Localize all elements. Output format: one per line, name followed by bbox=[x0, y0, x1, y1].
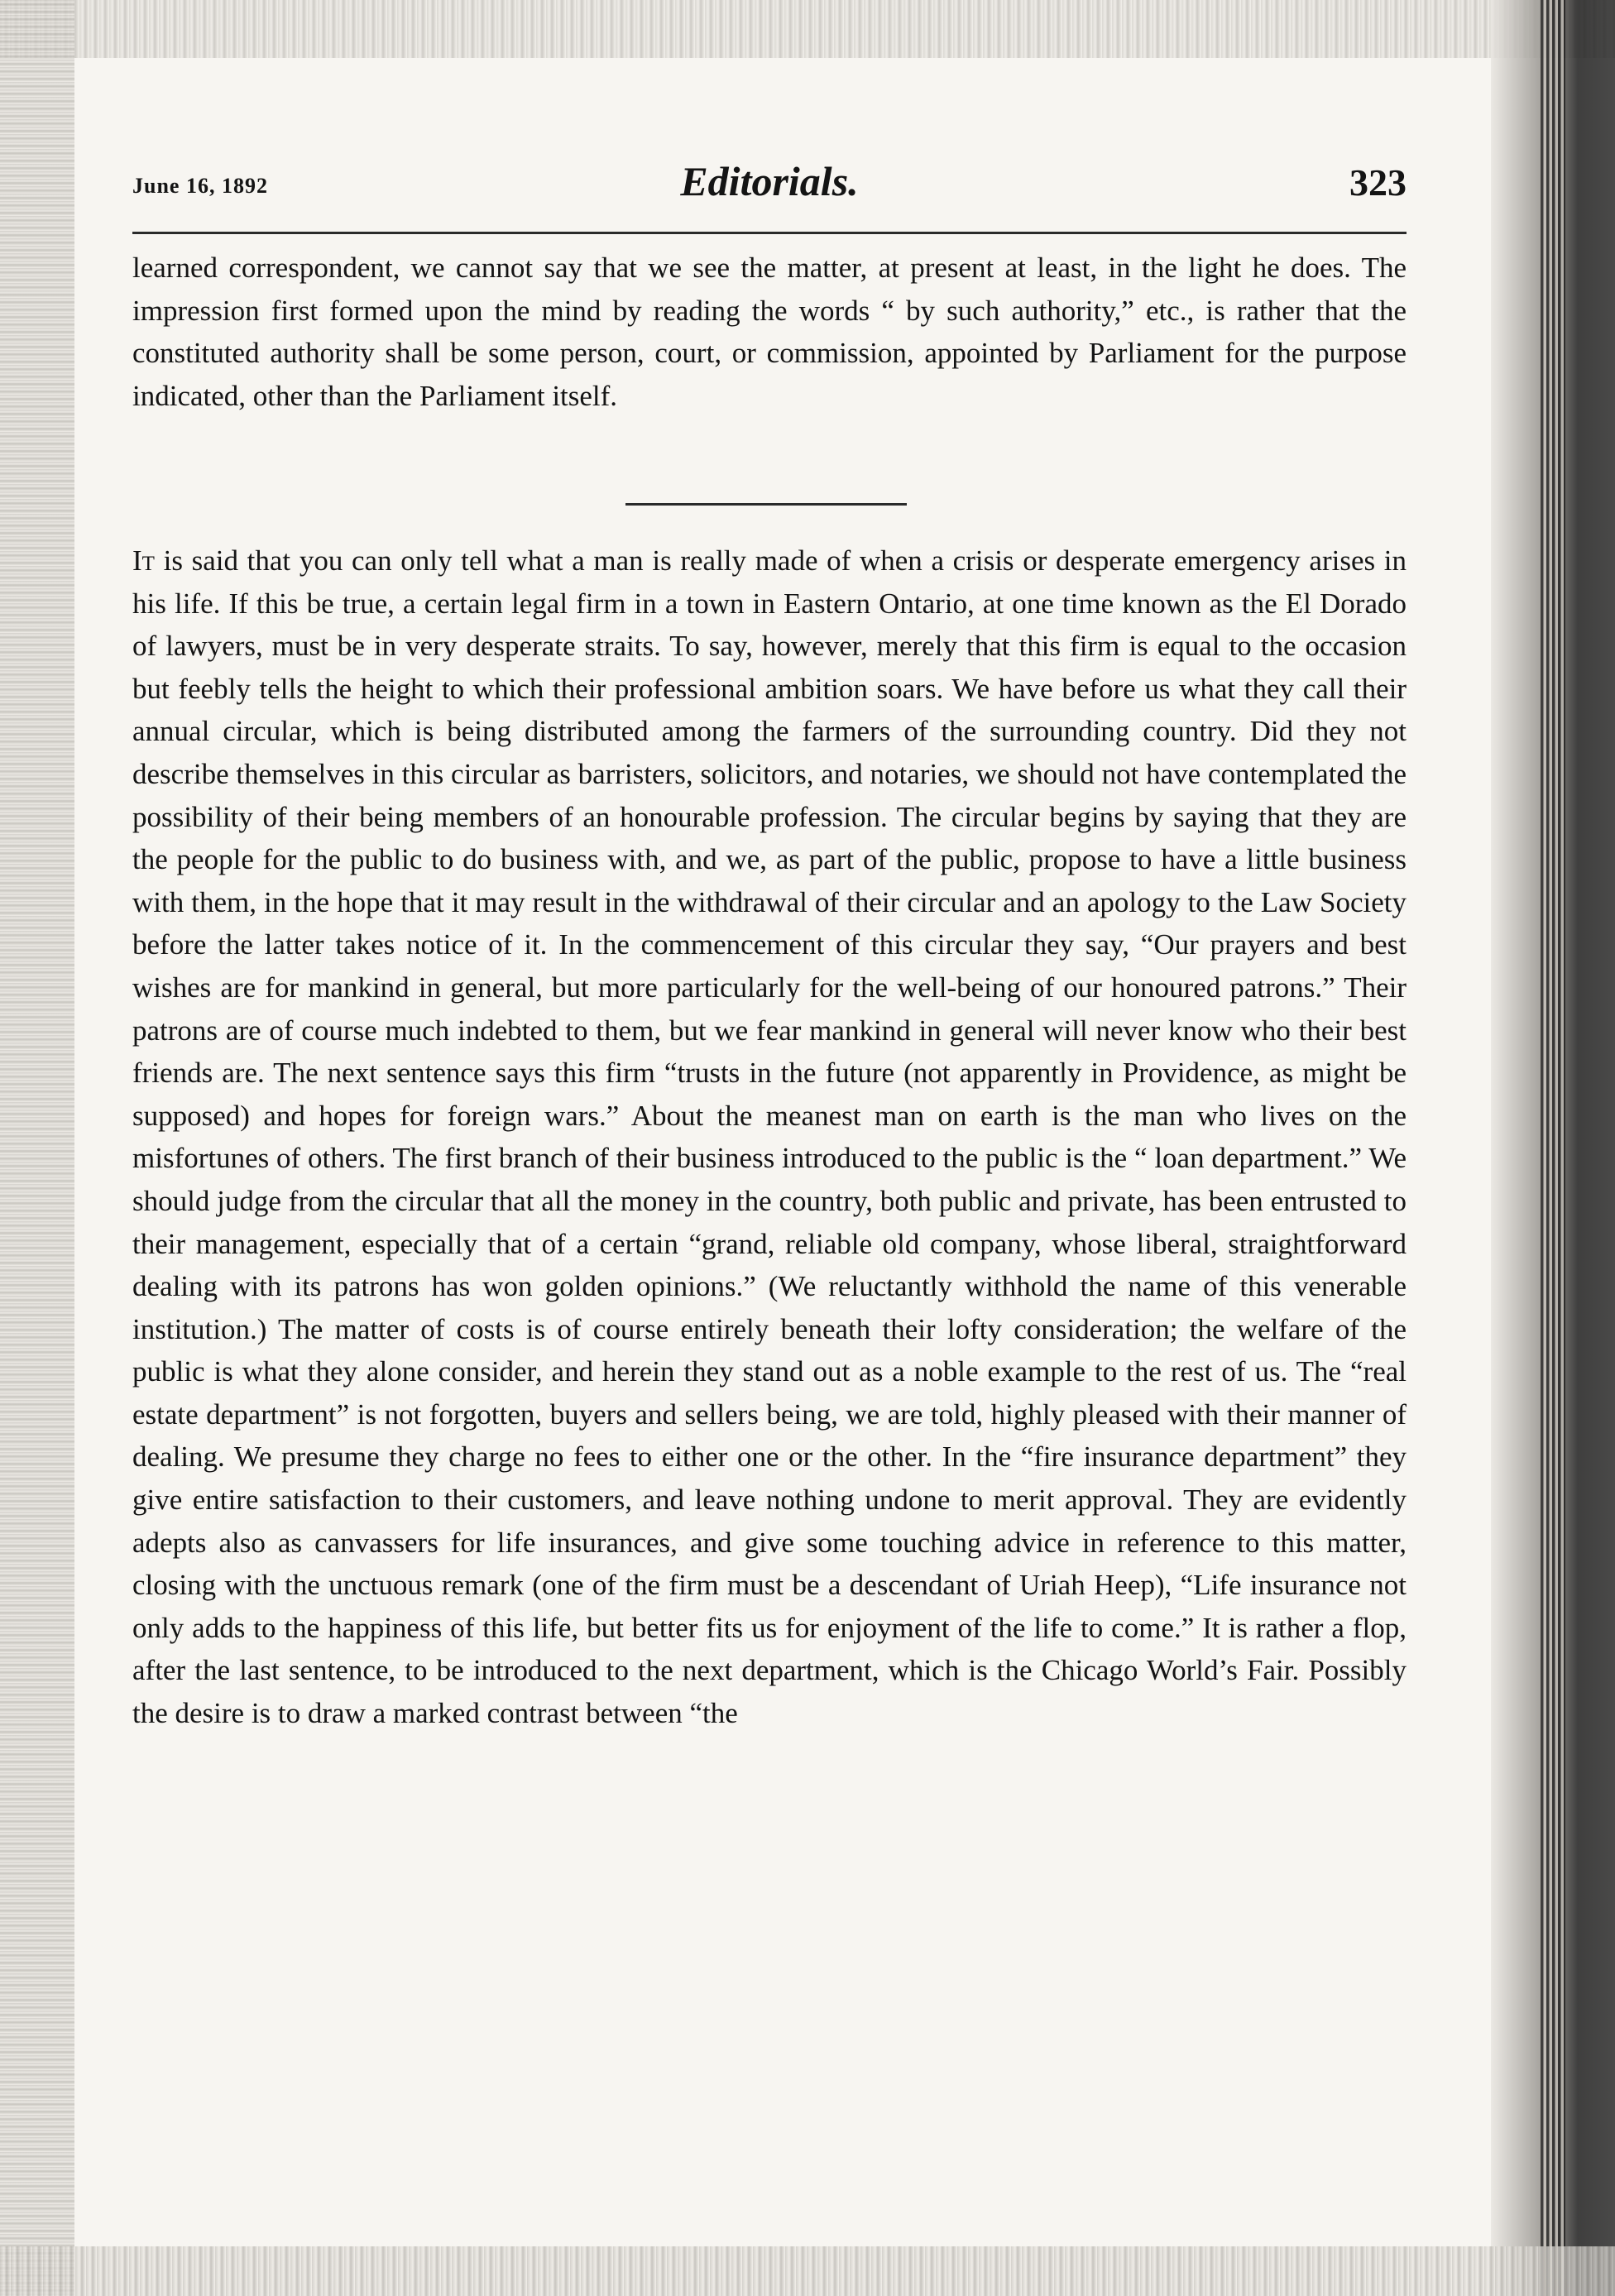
running-header bbox=[132, 157, 1407, 215]
header-section-title: Editorials. bbox=[680, 158, 859, 204]
paragraph-continuation bbox=[132, 247, 1407, 417]
scan-edge-top bbox=[0, 0, 1615, 58]
paragraph-editorial bbox=[132, 539, 1407, 1735]
page-number: 323 bbox=[1349, 161, 1407, 204]
header-date: June 16, 1892 bbox=[132, 174, 268, 198]
paragraph-text: is said that you can only tell what a man is really made of when a crisis or desperate emergency arises in his life. If this be true, a certain legal firm in a town in Eastern Ontario, at one time known as the El Dorado of lawyers, must be in very desperate straits. To say, however, merely that this firm is equal to the occasion but feebly tells the height to which their professional ambition soars. We have before us what they call their annual circular, which is being distributed among the farmers of the surrounding country. Did they not describe themselves in this circular as barristers, solicitors, and notaries, we should not have contemplated the possibility of their being members of an honourable profession. The circular begins by saying that they are the people for the public to do business with, and we, as part of the public, propose to have a little business with them, in the hope that it may result in the withdrawal of their circular and an apology to the Law Society before the latter takes notice of it. In the commencement of this circular they say, “Our prayers and best wishes are for mankind in general, but more particularly for the well-being of our honoured patrons.” Their patrons are of course much indebted to them, but we fear mankind in general will never know who their best friends are. The next sentence says this firm “trusts in the future (not apparently in Providence, as might be supposed) and hopes for foreign wars.” About the meanest man on earth is the man who lives on the misfortunes of others. The first branch of their business introduced to the public is the “ loan department.” We should judge from the circular that all the money in the country, both public and private, has been entrusted to their management, especially that of a certain “grand, reliable old company, whose liberal, straightforward dealing with its patrons has won golden opinions.” (We reluctantly withhold the name of this venerable institution.) The matter of costs is of course entirely beneath their lofty consideration; the welfare of the public is what they alone consider, and herein they stand out as a noble example to the rest of us. The “real estate department” is not forgotten, buyers and sellers being, we are told, highly pleased with their manner of dealing. We presume they charge no fees to either one or the other. In the “fire insurance department” they give entire satisfaction to their customers, and leave nothing undone to merit approval. They are evidently adepts also as canvassers for life insurances, and give some touching advice in reference to this matter, closing with the unctuous remark (one of the firm must be a descendant of Uriah Heep), “Life insurance not only adds to the happiness of this life, but better fits us for enjoyment of the life to come.” It is rather a flop, after the last sentence, to be introduced to the next department, which is the Chicago World’s Fair. Possibly the desire is to draw a marked contrast between “the bbox=[132, 544, 1407, 1730]
scan-edge-bottom bbox=[0, 2246, 1615, 2296]
scan-edge-left bbox=[0, 0, 74, 2296]
paragraph-text: learned correspondent, we cannot say that we see the matter, at present at least, in the light he does. The impression first formed upon the mind by reading the words “ by such authority,” etc., is rather that the constituted authority shall be some person, court, or commission, appointed by Parliament for the purpose indicated, other than the Parliament itself. bbox=[132, 252, 1407, 412]
header-rule bbox=[132, 232, 1407, 234]
paragraph-lead-word: It bbox=[132, 544, 155, 577]
scan-edge-right-lines bbox=[1541, 0, 1565, 2296]
section-divider bbox=[625, 503, 907, 506]
